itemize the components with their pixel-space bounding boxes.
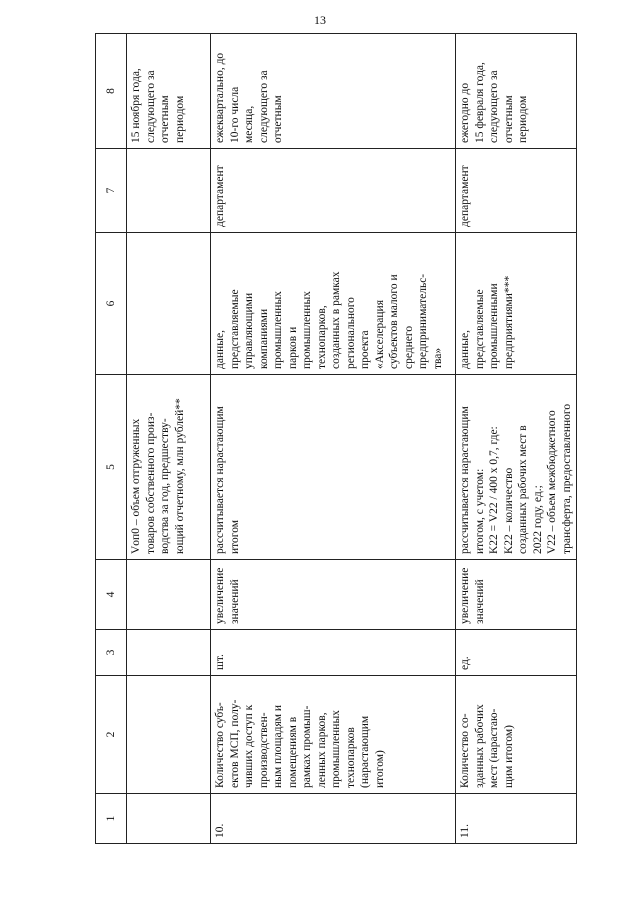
row-number-cell — [127, 794, 211, 844]
column-header: 7 — [96, 149, 127, 233]
calculation-method-cell: Vоп0 – объем отгруженных товаров собственного произ- водства за год, предшеству- ющий отчетному, млн рублей** — [127, 375, 211, 560]
data-source-cell: данные, представляемые управляющими компаниями промышленных парков и промышленных технопарков, созданных в рамках регионального проекта «Акселерация субъектов малого и среднего предпринимательс- тва» — [211, 233, 456, 375]
unit-cell — [127, 630, 211, 676]
column-header: 5 — [96, 375, 127, 560]
table-row — [211, 34, 456, 844]
deadline-cell: 15 ноября года, следующего за отчетным периодом — [127, 34, 211, 149]
trend-cell: увеличение значений — [456, 560, 577, 630]
indicator-name-cell — [127, 676, 211, 794]
responsible-cell: департамент — [211, 149, 456, 233]
unit-cell: ед. — [456, 630, 577, 676]
row-number-cell: 10. — [211, 794, 456, 844]
column-header: 6 — [96, 233, 127, 375]
row-number-cell: 11. — [456, 794, 577, 844]
deadline-cell: ежеквартально, до 10-го числа месяца, следующего за отчетным — [211, 34, 456, 149]
table-row — [127, 34, 211, 844]
column-header: 3 — [96, 630, 127, 676]
table-row — [456, 34, 577, 844]
trend-cell — [127, 560, 211, 630]
indicator-name-cell: Количество со- зданных рабочих мест (нарастаю- щим итогом) — [456, 676, 577, 794]
rotated-table-frame — [95, 34, 573, 844]
column-header: 4 — [96, 560, 127, 630]
indicators-table — [95, 33, 577, 844]
page-number: 13 — [314, 13, 326, 27]
deadline-cell: ежегодно до 15 февраля года, следующего за отчетным периодом — [456, 34, 577, 149]
calculation-method-cell: рассчитывается нарастающим итогом, с учетом: K22 = V22 / 400 x 0,7, где: K22 – количество созданных рабочих мест в 2022 году, ед.; V22 – объем межбюджетного трансферта, предоставленного — [456, 375, 577, 560]
column-header: 8 — [96, 34, 127, 149]
data-source-cell — [127, 233, 211, 375]
unit-cell: шт. — [211, 630, 456, 676]
calculation-method-cell: рассчитывается нарастающим итогом — [211, 375, 456, 560]
trend-cell: увеличение значений — [211, 560, 456, 630]
responsible-cell: департамент — [456, 149, 577, 233]
data-source-cell: данные, представляемые промышленными предприятиями*** — [456, 233, 577, 375]
responsible-cell — [127, 149, 211, 233]
header-row — [96, 34, 127, 844]
column-header: 2 — [96, 676, 127, 794]
indicator-name-cell: Количество субъ- ектов МСП, полу- чивших доступ к производствен- ным площадям и помещениям в рамках промыш- ленных парков, промышленных технопарков (нарастающим итогом) — [211, 676, 456, 794]
column-header: 1 — [96, 794, 127, 844]
